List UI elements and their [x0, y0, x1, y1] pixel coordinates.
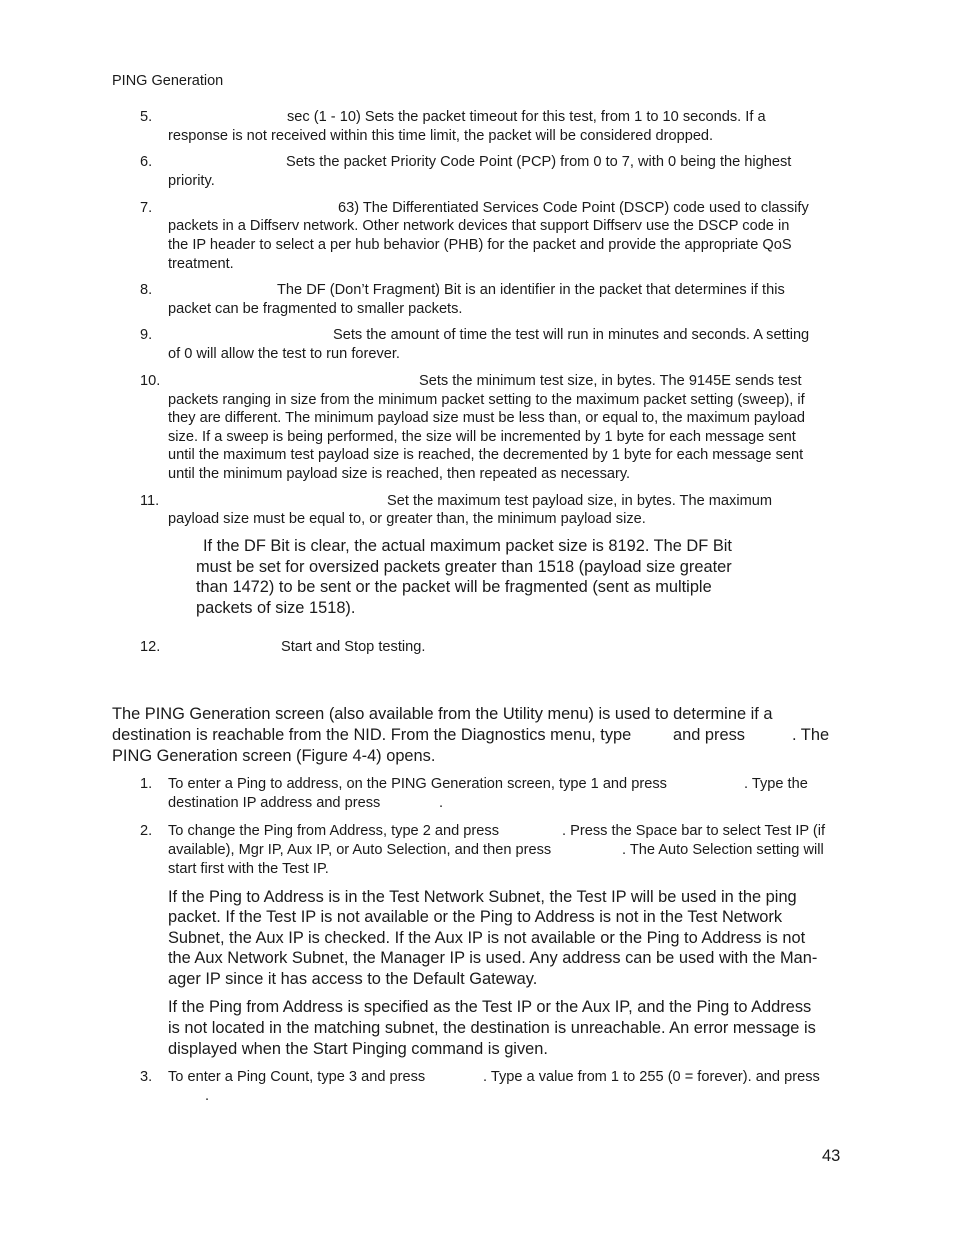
item-text: payload size must be equal to, or greater than, the minimum payload size.	[168, 511, 646, 527]
item-number: 6.	[140, 154, 153, 170]
item-text: the IP header to select a per hub behavior (PHB) for the packet and provide the appropriate QoS	[168, 237, 792, 253]
paragraph-text: Subnet, the Aux IP is checked. If the Aux IP is not available or the Ping to Address is not	[168, 929, 806, 947]
item-text: .	[205, 1088, 210, 1104]
item-text: they are different. The minimum payload size must be less than, or equal to, the maximum payload	[168, 410, 806, 426]
item-number: 9.	[140, 327, 153, 343]
paragraph-text: The PING Generation screen (also available from the Utility menu) is used to determine if a	[112, 705, 773, 723]
item-number: 1.	[140, 776, 153, 792]
item-number: 11.	[140, 493, 160, 509]
item-text: Sets the amount of time the test will run in minutes and seconds. A setting	[333, 327, 810, 343]
note-text: If the DF Bit is clear, the actual maximum packet size is 8192. The DF Bit	[203, 537, 732, 555]
item-text: response is not received within this time limit, the packet will be considered dropped.	[168, 128, 714, 144]
item-number: 7.	[140, 200, 153, 216]
item-text: start first with the Test IP.	[168, 861, 329, 877]
paragraph-text: If the Ping from Address is specified as the Test IP or the Aux IP, and the Ping to Address	[168, 998, 812, 1016]
paragraph-text: . The	[792, 726, 830, 744]
item-text: available), Mgr IP, Aux IP, or Auto Selection, and then press	[168, 842, 552, 858]
item-text: destination IP address and press	[168, 795, 381, 811]
paragraph-text: and press	[673, 726, 745, 744]
item-text: treatment.	[168, 256, 234, 272]
item-text: Set the maximum test payload size, in bytes. The maximum	[387, 493, 772, 509]
item-text: Start and Stop testing.	[281, 639, 426, 655]
item-number: 2.	[140, 823, 153, 839]
item-text: To enter a Ping Count, type 3 and press	[168, 1069, 426, 1085]
item-text: priority.	[168, 173, 215, 189]
item-number: 5.	[140, 109, 153, 125]
paragraph-text: destination is reachable from the NID. From the Diagnostics menu, type	[112, 726, 632, 744]
item-text: Sets the minimum test size, in bytes. The 9145E sends test	[419, 373, 802, 389]
item-text: The DF (Don’t Fragment) Bit is an identifier in the packet that determines if this	[277, 282, 785, 298]
item-text: until the maximum test payload size is reached, the decremented by 1 byte for each message sent	[168, 447, 804, 463]
item-text: packets in a Diffserv network. Other network devices that support Diffserv use the DSCP code in	[168, 218, 790, 234]
item-text: size. If a sweep is being performed, the size will be incremented by 1 byte for each message sent	[168, 429, 796, 445]
item-text: packet can be fragmented to smaller packets.	[168, 301, 463, 317]
item-text: 63) The Differentiated Services Code Point (DSCP) code used to classify	[338, 200, 809, 216]
note-text: must be set for oversized packets greater than 1518 (payload size greater	[196, 558, 732, 576]
item-text: Sets the packet Priority Code Point (PCP) from 0 to 7, with 0 being the highest	[286, 154, 792, 170]
item-text: . Type a value from 1 to 255 (0 = forever). and press	[483, 1069, 820, 1085]
paragraph-text: ager IP since it has access to the Default Gateway.	[168, 970, 538, 988]
paragraph-text: packet. If the Test IP is not available or the Ping to Address is not in the Test Network	[168, 908, 783, 926]
item-text: To enter a Ping to address, on the PING Generation screen, type 1 and press	[168, 776, 667, 792]
page-number: 43	[822, 1147, 841, 1165]
item-text: . Press the Space bar to select Test IP (if	[562, 823, 826, 839]
paragraph-text: is not located in the matching subnet, the destination is unreachable. An error message is	[168, 1019, 816, 1037]
paragraph-text: displayed when the Start Pinging command is given.	[168, 1040, 548, 1058]
page-header: PING Generation	[112, 73, 224, 89]
item-number: 8.	[140, 282, 153, 298]
item-text: sec (1 - 10) Sets the packet timeout for this test, from 1 to 10 seconds. If a	[287, 109, 766, 125]
paragraph-text: If the Ping to Address is in the Test Network Subnet, the Test IP will be used in the ping	[168, 888, 797, 906]
item-text: .	[439, 795, 444, 811]
item-text: packets ranging in size from the minimum packet setting to the maximum packet setting (sweep), if	[168, 392, 805, 408]
note-text: packets of size 1518).	[196, 599, 356, 617]
item-number: 3.	[140, 1069, 153, 1085]
item-number: 12.	[140, 639, 161, 655]
paragraph-text: PING Generation screen (Figure 4-4) opens.	[112, 747, 436, 765]
item-text: . Type the	[744, 776, 808, 792]
paragraph-text: the Aux Network Subnet, the Manager IP is used. Any address can be used with the Man-	[168, 949, 818, 967]
item-number: 10.	[140, 373, 161, 389]
item-text: . The Auto Selection setting will	[622, 842, 824, 858]
item-text: of 0 will allow the test to run forever.	[168, 346, 400, 362]
item-text: To change the Ping from Address, type 2 and press	[168, 823, 499, 839]
item-text: until the minimum payload size is reached, then repeated as necessary.	[168, 466, 631, 482]
note-text: than 1472) to be sent or the packet will be fragmented (sent as multiple	[196, 578, 712, 596]
